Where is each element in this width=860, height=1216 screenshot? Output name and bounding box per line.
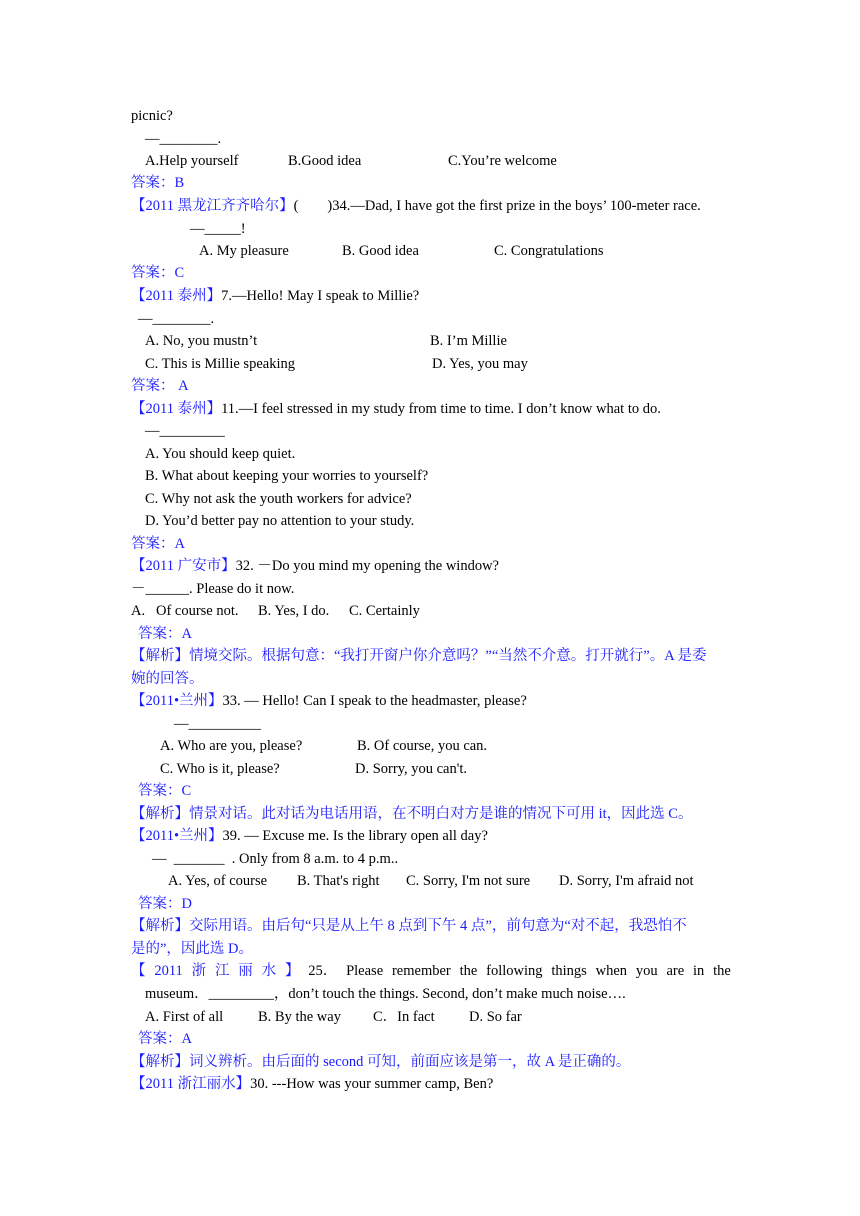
option-a: A. No, you mustn’t [145, 333, 258, 349]
analysis-text: 是的”，因此选 D。 [131, 941, 254, 957]
analysis-text: 情境交际。根据句意：“我打开窗户你介意吗？”“当然不介意。打开就行”。A 是委 [189, 648, 707, 664]
answer-line: 答案：D [138, 896, 192, 912]
answer-blank: —________. [138, 311, 215, 327]
question-word: the [459, 963, 478, 979]
question-text: ( )34.—Dad, I have got the first prize in the boys’ 100-meter race. [293, 198, 701, 214]
analysis-line [131, 646, 707, 666]
option-b: B. Good idea [342, 243, 419, 259]
source-tag: 【2011 黑龙江齐齐哈尔】 [131, 198, 294, 214]
question-text: 33. — Hello! Can I speak to the headmaster, please? [222, 693, 527, 709]
answer-blank: —_____! [190, 221, 246, 237]
option-a: A. Yes, of course [168, 873, 268, 889]
question-line [131, 196, 701, 216]
analysis-tag: 【解析】 [131, 806, 189, 822]
analysis-tag: 【解析】 [131, 918, 189, 934]
question-text: 7.—Hello! May I speak to Millie? [221, 288, 420, 304]
option-a: A. You should keep quiet. [145, 446, 296, 462]
option-a: A. Who are you, please? [160, 738, 303, 754]
question-text: museum．_________，don’t touch the things. Second, don’t make much noise…. [145, 986, 626, 1002]
analysis-text: 交际用语。由后句“只是从上午 8 点到下午 4 点”，前句意为“对不起，我恐怕不 [189, 918, 687, 934]
source-tag: 【2011 泰州】 [131, 288, 222, 304]
answer-blank: —________. [145, 131, 222, 147]
source-tag-part: 【 [131, 963, 146, 979]
source-tag-part: 水 [261, 963, 277, 979]
question-word: things [551, 963, 587, 979]
question-text: picnic? [131, 108, 173, 124]
option-a: A. Of course not. [131, 603, 239, 619]
source-tag-part: 丽 [238, 963, 253, 979]
question-text: 30. ---How was your summer camp, Ben? [250, 1076, 494, 1092]
source-tag: 【2011•兰州】 [131, 693, 223, 709]
option-c: C. Who is it, please? [160, 761, 280, 777]
question-line [131, 399, 661, 419]
question-line [131, 961, 731, 981]
question-word: you [635, 963, 658, 979]
question-word: in [692, 963, 705, 979]
source-tag-part: 2011 [154, 963, 183, 979]
option-b: B. By the way [258, 1009, 341, 1025]
option-d: D. So far [469, 1009, 522, 1025]
option-d: D. Sorry, I'm afraid not [559, 873, 694, 889]
answer-line: 答案：C [138, 783, 192, 799]
question-line [131, 286, 419, 306]
answer-blank: —__________ [174, 716, 261, 732]
option-a: A.Help yourself [145, 153, 239, 169]
option-c: C. Congratulations [494, 243, 604, 259]
source-tag: 【2011 浙江丽水】 [131, 1076, 251, 1092]
analysis-tag: 【解析】 [131, 1054, 189, 1070]
question-word: are [666, 963, 685, 979]
answer-line: 答案：A [131, 536, 185, 552]
answer-blank: —_________ [145, 423, 225, 439]
option-b: B. Yes, I do. [258, 603, 330, 619]
question-line [131, 556, 499, 576]
answer-line: 答案：B [131, 175, 185, 191]
question-line [131, 1074, 493, 1094]
source-tag: 【2011 泰州】 [131, 401, 222, 417]
option-a: A. First of all [145, 1009, 224, 1025]
option-c: C. Certainly [349, 603, 420, 619]
answer-blank: — _______ . Only from 8 a.m. to 4 p.m.. [152, 851, 399, 867]
question-line [131, 691, 527, 711]
source-tag-part: 浙 [191, 963, 207, 979]
question-word: Please [346, 963, 384, 979]
answer-line: 答案：C [131, 265, 185, 281]
source-tag-part: 江 [214, 963, 230, 979]
option-a: A. My pleasure [199, 243, 289, 259]
option-b: B. What about keeping your worries to yourself? [145, 468, 429, 484]
analysis-tag: 【解析】 [131, 648, 189, 664]
question-text: 11.—I feel stressed in my study from time to time. I don’t know what to do. [221, 401, 661, 417]
analysis-text: 词义辨析。由后面的 second 可知，前面应该是第一，故 A 是正确的。 [189, 1054, 631, 1070]
option-c: C.You’re welcome [448, 153, 557, 169]
source-tag: 【2011 广安市】 [131, 558, 236, 574]
option-b: B. Of course, you can. [357, 738, 488, 754]
answer-blank: －______. Please do it now. [131, 581, 295, 597]
option-d: D. Yes, you may [432, 356, 528, 372]
analysis-text: 情景对话。此对话为电话用语，在不明白对方是谁的情况下可用 it，因此选 C。 [189, 806, 693, 822]
question-word: remember [391, 963, 451, 979]
option-d: D. Sorry, you can't. [355, 761, 468, 777]
source-tag: 【2011•兰州】 [131, 828, 223, 844]
answer-line: 答案：A [138, 626, 192, 642]
analysis-line [131, 1052, 630, 1072]
option-c: C. Why not ask the youth workers for advice? [145, 491, 412, 507]
question-text: 32. －Do you mind my opening the window? [235, 558, 499, 574]
question-word: 25． [308, 963, 338, 979]
option-b: B.Good idea [288, 153, 362, 169]
option-c: C. This is Millie speaking [145, 356, 295, 372]
question-word: when [595, 963, 628, 979]
analysis-text: 婉的回答。 [131, 671, 204, 687]
option-d: D. You’d better pay no attention to your study. [145, 513, 415, 529]
answer-line: 答案： A [131, 378, 189, 394]
option-b: B. That's right [297, 873, 380, 889]
question-text: 39. — Excuse me. Is the library open all day? [222, 828, 488, 844]
question-word: the [713, 963, 731, 979]
option-c: C. Sorry, I'm not sure [406, 873, 531, 889]
source-tag-part: 】 [284, 963, 300, 979]
option-b: B. I’m Millie [430, 333, 507, 349]
question-word: following [486, 963, 543, 979]
option-c: C．In fact [373, 1009, 435, 1025]
analysis-line [131, 804, 692, 824]
analysis-line [131, 916, 687, 936]
question-line [131, 826, 488, 846]
answer-line: 答案：A [138, 1031, 192, 1047]
